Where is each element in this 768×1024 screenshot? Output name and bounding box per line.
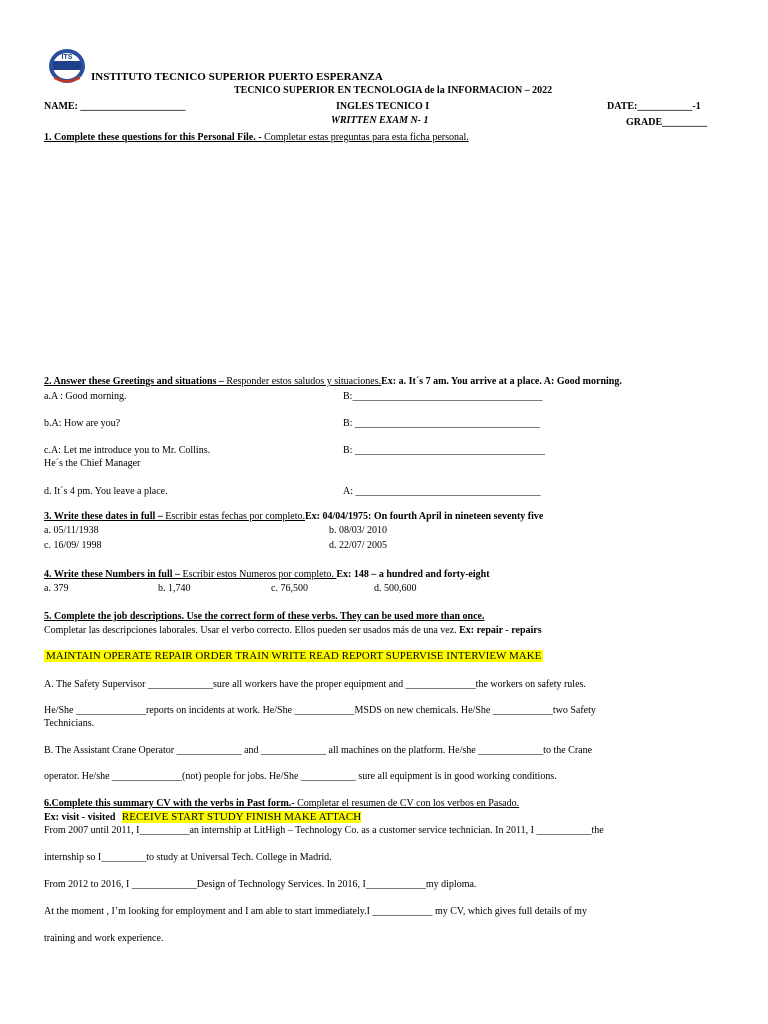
grade-field[interactable]: GRADE_________ <box>626 117 708 128</box>
section-3-subtitle: Escribir estas fechas por completo. <box>162 511 305 522</box>
job-a-line2[interactable]: He/She ______________reports on incidents at work. He/She ____________MSDS on new chemicals. He/She ____________two Safety <box>44 705 596 716</box>
section-2-title: 2. Answer these Greetings and situations – <box>44 376 224 387</box>
cv-line2[interactable]: internship so I_________to study at Universal Tech. College in Madrid. <box>44 852 332 863</box>
section-5-subtitle: Completar las descripciones laborales. Usar el verbo correcto. Ellos pueden ser usados más de una vez. <box>44 625 460 636</box>
greeting-b: b.A: How are you? <box>44 418 121 429</box>
cv-line4[interactable]: At the moment , I’m looking for employment and I am able to start immediately.I ____________ my CV, which gives full details of my <box>44 906 587 917</box>
section-3-title: 3. Write these dates in full – <box>44 511 163 522</box>
greeting-b-answer[interactable]: B: _____________________________________ <box>343 418 540 429</box>
job-b-line2[interactable]: operator. He/she ______________(not) people for jobs. He/She ___________ sure all equipment is in good working conditions. <box>44 771 557 782</box>
section-1-subtitle: Completar estas preguntas para esta ficha personal. <box>261 132 469 143</box>
date-c: c. 16/09/ 1998 <box>44 540 102 551</box>
cv-line3[interactable]: From 2012 to 2016, I _____________Design of Technology Services. In 2016, I____________my diploma. <box>44 879 477 890</box>
date-field[interactable]: DATE:___________-1 <box>607 101 701 112</box>
job-b-line1[interactable]: B. The Assistant Crane Operator _____________ and _____________ all machines on the platform. He/she _____________to the Crane <box>44 745 593 756</box>
name-field[interactable]: NAME: _____________________ <box>44 101 186 112</box>
section-2-subtitle: Responder estos saludos y situaciones. <box>223 376 382 387</box>
verb-bank-5: MAINTAIN OPERATE REPAIR ORDER TRAIN WRITE READ REPORT SUPERVISE INTERVIEW MAKE <box>46 650 542 662</box>
section-6-title: 6.Complete this summary CV with the verbs in Past form.- <box>44 798 295 809</box>
logo-text: ITS <box>61 54 73 61</box>
section-6-heading <box>44 798 519 809</box>
cv-line1[interactable]: From 2007 until 2011, I__________an internship at LitHigh – Technology Co. as a customer service technician. In 2011, I ___________the <box>44 825 604 836</box>
greeting-a: a.A : Good morning. <box>44 391 127 402</box>
institute-name: INSTITUTO TECNICO SUPERIOR PUERTO ESPERANZA <box>91 71 383 83</box>
number-c: c. 76,500 <box>271 583 308 594</box>
exam-title: WRITTEN EXAM N- 1 <box>331 115 429 126</box>
section-5-title: 5. Complete the job descriptions. Use the correct form of these verbs. They can be used more than once. <box>44 611 485 622</box>
greeting-a-answer[interactable]: B:______________________________________ <box>343 391 543 402</box>
section-4-example: Ex: 148 – a hundred and forty-eight <box>336 569 490 580</box>
section-2-example: Ex: a. It´s 7 am. You arrive at a place. A: Good morning. <box>381 376 622 387</box>
section-3-heading <box>44 511 543 522</box>
section-4-title: 4. Write these Numbers in full – <box>44 569 181 580</box>
section-5-subtitle-line <box>44 625 542 636</box>
date-a: a. 05/11/1938 <box>44 525 99 536</box>
number-a: a. 379 <box>44 583 69 594</box>
section-3-example: Ex: 04/04/1975: On fourth April in nineteen seventy five <box>304 511 544 522</box>
greeting-d-answer[interactable]: A: _____________________________________ <box>343 486 541 497</box>
job-a-line1[interactable]: A. The Safety Supervisor _____________sure all workers have the proper equipment and ______________the workers on safety rules. <box>44 679 586 690</box>
section-5-example: Ex: repair - repairs <box>459 625 542 636</box>
institute-logo <box>48 48 86 84</box>
program-title: TECNICO SUPERIOR EN TECNOLOGIA de la INFORMACION – 2022 <box>234 85 553 96</box>
greeting-d: d. It´s 4 pm. You leave a place. <box>44 486 168 497</box>
date-b: b. 08/03/ 2010 <box>329 525 388 536</box>
verb-bank-6: RECEIVE START STUDY FINISH MAKE ATTACH <box>121 811 362 823</box>
job-a-line3: Technicians. <box>44 718 95 729</box>
course-title: INGLES TECNICO I <box>336 101 430 112</box>
section-6-example-line <box>44 811 361 823</box>
greeting-c-answer[interactable]: B: ______________________________________ <box>343 445 545 456</box>
section-2-heading <box>44 376 622 387</box>
section-1-title: 1. Complete these questions for this Personal File. - <box>44 132 262 143</box>
section-4-subtitle: Escribir estos Numeros por completo. <box>180 569 337 580</box>
section-1-heading <box>44 132 469 143</box>
cv-line5: training and work experience. <box>44 933 164 944</box>
section-4-heading <box>44 569 490 580</box>
section-6-subtitle: Completar el resumen de CV con los verbos en Pasado. <box>294 798 520 809</box>
greeting-c: c.A: Let me introduce you to Mr. Collins. <box>44 445 211 456</box>
date-d: d. 22/07/ 2005 <box>329 540 388 551</box>
number-b: b. 1,740 <box>158 583 191 594</box>
number-d: d. 500,600 <box>374 583 417 594</box>
greeting-c-line2: He´s the Chief Manager <box>44 458 141 469</box>
section-6-example: Ex: visit - visited <box>44 812 116 823</box>
